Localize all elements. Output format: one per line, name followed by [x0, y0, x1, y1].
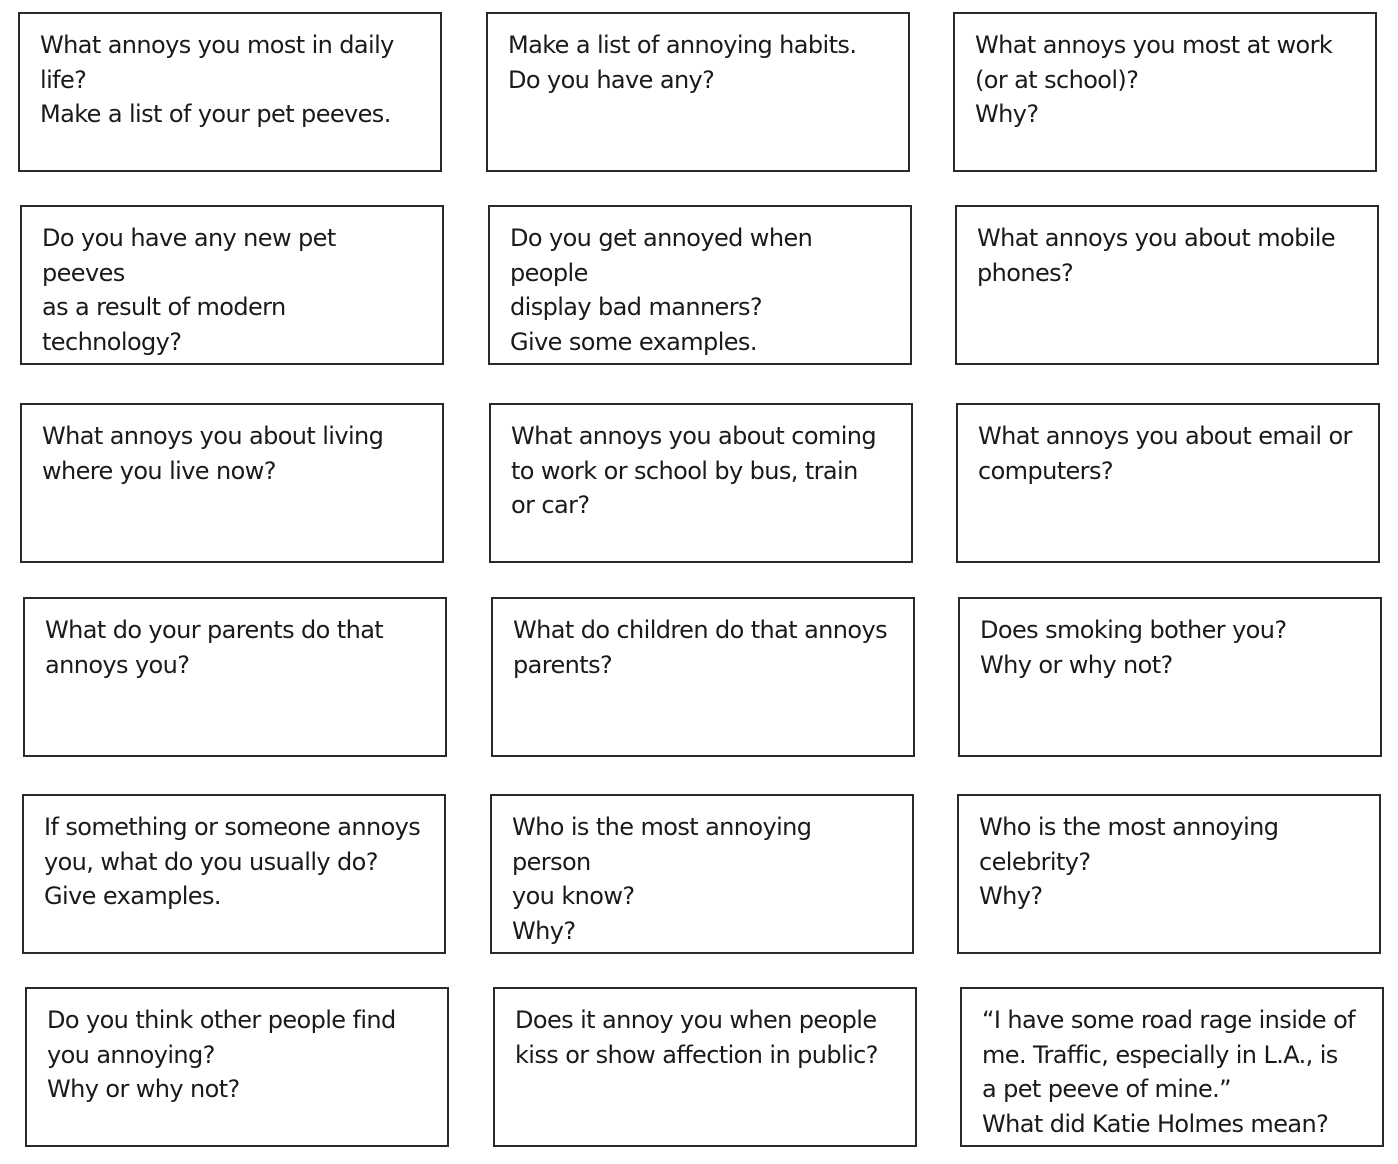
question-text: What annoys you most at work (or at school)? Why?: [975, 31, 1333, 128]
question-card: [490, 794, 914, 954]
question-card: [491, 597, 915, 757]
question-text: Make a list of annoying habits. Do you have any?: [508, 31, 857, 94]
question-text: Do you get annoyed when people display bad manners? Give some examples.: [510, 224, 813, 356]
question-card: [486, 12, 910, 172]
question-card: [493, 987, 917, 1147]
question-text: What annoys you about living where you live now?: [42, 422, 384, 485]
question-text: Who is the most annoying celebrity? Why?: [979, 813, 1279, 910]
question-text: Do you think other people find you annoying? Why or why not?: [47, 1006, 396, 1103]
question-text: “I have some road rage inside of me. Traffic, especially in L.A., is a pet peeve of mine.” What did Katie Holmes mean?: [982, 1006, 1356, 1138]
question-card: [20, 403, 444, 563]
question-card: [958, 597, 1382, 757]
question-card: [956, 403, 1380, 563]
question-card: [20, 205, 444, 365]
question-card: [22, 794, 446, 954]
question-card: [18, 12, 442, 172]
question-text: What annoys you about email or computers?: [978, 422, 1352, 485]
question-text: Who is the most annoying person you know? Why?: [512, 813, 812, 945]
question-text: What annoys you most in daily life? Make a list of your pet peeves.: [40, 31, 394, 128]
question-card: [488, 205, 912, 365]
question-text: Does smoking bother you? Why or why not?: [980, 616, 1287, 679]
question-card: [23, 597, 447, 757]
question-text: Does it annoy you when people kiss or show affection in public?: [515, 1006, 878, 1069]
question-card: [960, 987, 1384, 1147]
question-text: If something or someone annoys you, what do you usually do? Give examples.: [44, 813, 421, 910]
question-card: [489, 403, 913, 563]
question-text: What annoys you about coming to work or school by bus, train or car?: [511, 422, 877, 519]
question-text: What annoys you about mobile phones?: [977, 224, 1336, 287]
question-text: What do children do that annoys parents?: [513, 616, 887, 679]
question-text: Do you have any new pet peeves as a result of modern technology?: [42, 224, 336, 356]
question-card: [957, 794, 1381, 954]
question-card: [953, 12, 1377, 172]
question-text: What do your parents do that annoys you?: [45, 616, 384, 679]
question-card: [955, 205, 1379, 365]
question-card: [25, 987, 449, 1147]
